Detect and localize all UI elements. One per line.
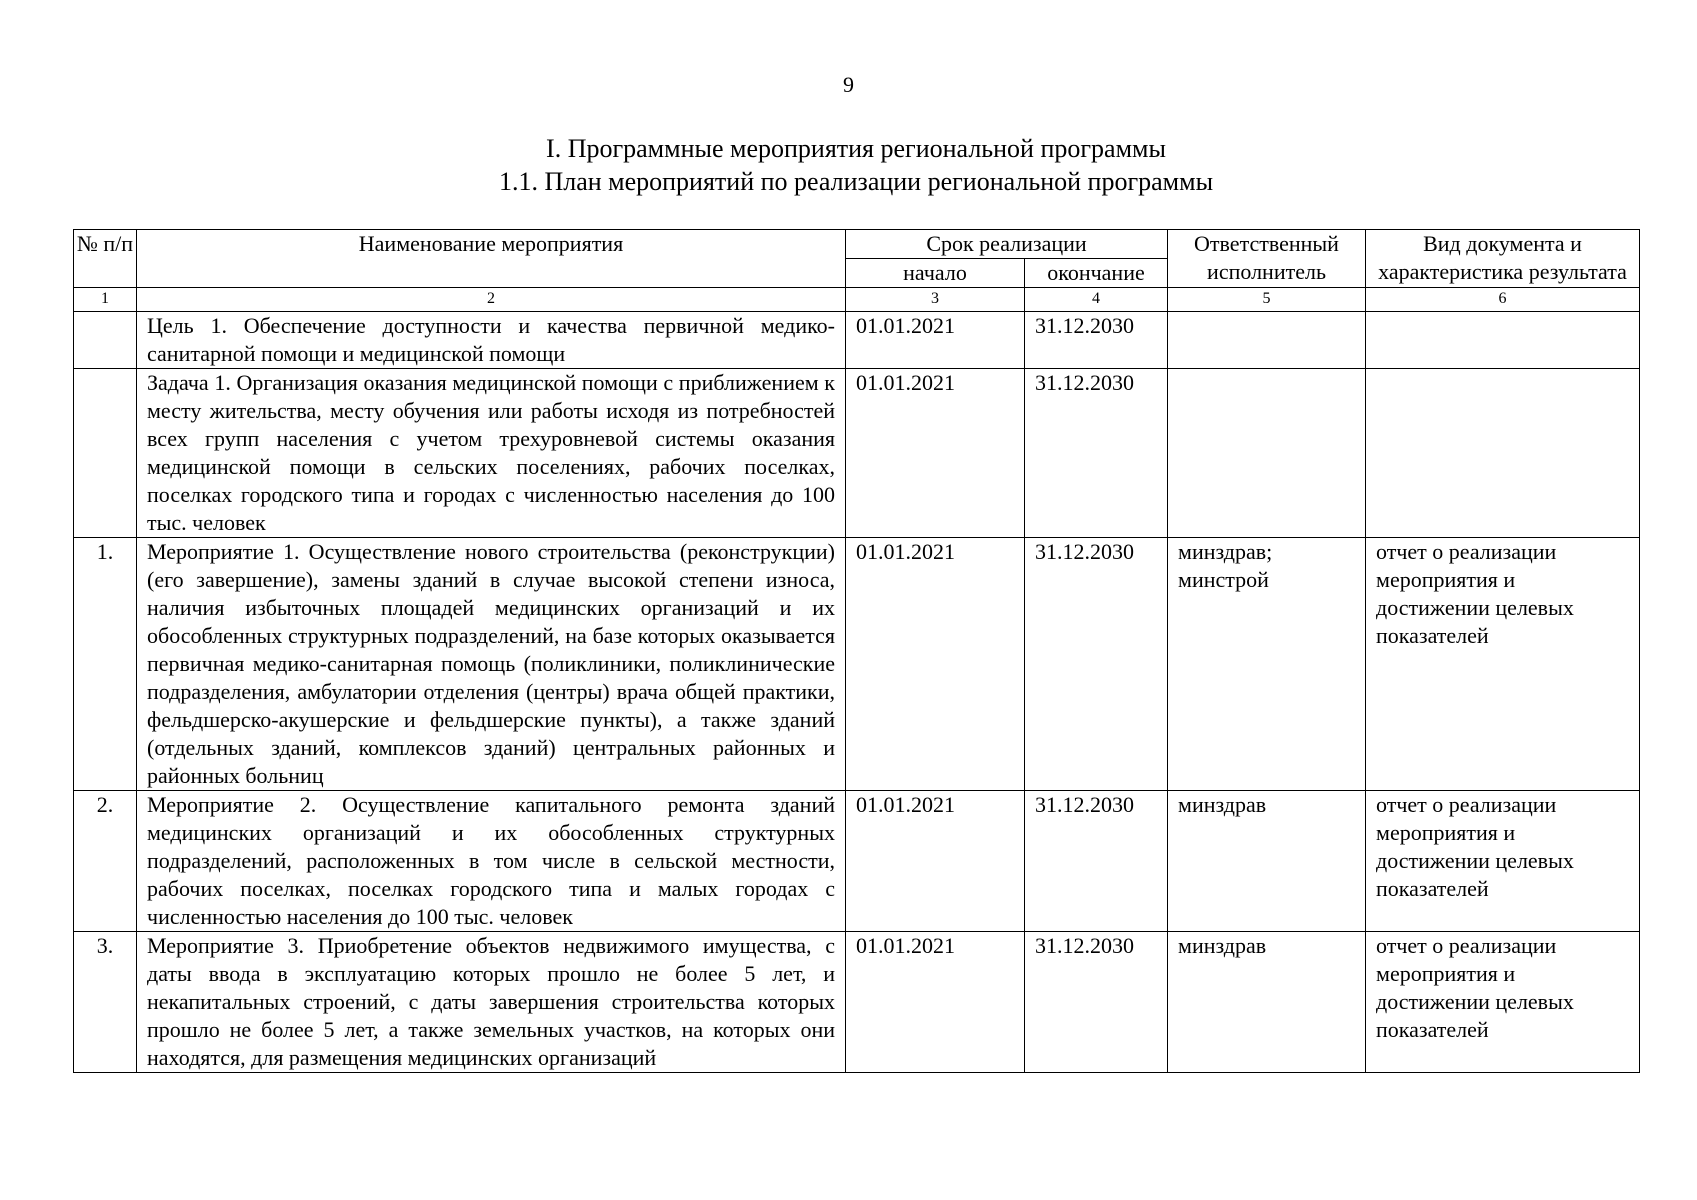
header-name: Наименование мероприятия — [137, 230, 846, 288]
column-number: 6 — [1366, 288, 1640, 312]
end-date: 31.12.2030 — [1025, 538, 1168, 791]
responsible-executor — [1168, 369, 1366, 538]
column-number: 5 — [1168, 288, 1366, 312]
section-title: I. Программные мероприятия региональной программы — [546, 134, 1166, 163]
start-date: 01.01.2021 — [846, 791, 1025, 932]
activity-name: Мероприятие 3. Приобретение объектов недвижимого имущества, с даты ввода в эксплуатацию которых прошло не более 5 лет, и некапитальных строений, с даты завершения строительства которых прошло не более 5 лет, а также земельных участков, на которых они находятся, для размещения медицинских организаций — [137, 932, 846, 1073]
start-date: 01.01.2021 — [846, 932, 1025, 1073]
page-number: 9 — [843, 72, 854, 97]
subsection-title: 1.1. План мероприятий по реализации региональной программы — [498, 167, 1214, 196]
header-start: начало — [846, 259, 1025, 288]
table-row — [74, 538, 1640, 791]
result-description: отчет о реализации мероприятия и достижении целевых показателей — [1366, 932, 1640, 1073]
activity-name: Мероприятие 2. Осуществление капитального ремонта зданий медицинских организаций и их обособленных структурных подразделений, расположенных в том числе в сельской местности, рабочих поселках, поселках городского типа и малых городах с численностью населения до 100 тыс. человек — [137, 791, 846, 932]
responsible-executor: минздрав; минстрой — [1168, 538, 1366, 791]
table-row — [74, 791, 1640, 932]
column-number: 3 — [846, 288, 1025, 312]
start-date: 01.01.2021 — [846, 312, 1025, 369]
header-responsible: Ответственный исполнитель — [1168, 230, 1366, 288]
header-num: № п/п — [74, 230, 137, 288]
column-number: 4 — [1025, 288, 1168, 312]
header-result: Вид документа и характеристика результата — [1366, 230, 1640, 288]
activities-plan-table — [73, 229, 1640, 1073]
responsible-executor: минздрав — [1168, 791, 1366, 932]
column-number: 2 — [137, 288, 846, 312]
result-description: отчет о реализации мероприятия и достижении целевых показателей — [1366, 538, 1640, 791]
activity-name: Цель 1. Обеспечение доступности и качества первичной медико-санитарной помощи и медицинской помощи — [137, 312, 846, 369]
header-period: Срок реализации — [846, 230, 1168, 259]
result-description: отчет о реализации мероприятия и достижении целевых показателей — [1366, 791, 1640, 932]
row-number: 1. — [74, 538, 137, 791]
table-row — [74, 932, 1640, 1073]
table-row — [74, 369, 1640, 538]
result-description — [1366, 369, 1640, 538]
result-description — [1366, 312, 1640, 369]
end-date: 31.12.2030 — [1025, 791, 1168, 932]
header-end: окончание — [1025, 259, 1168, 288]
row-number — [74, 312, 137, 369]
responsible-executor — [1168, 312, 1366, 369]
end-date: 31.12.2030 — [1025, 312, 1168, 369]
end-date: 31.12.2030 — [1025, 369, 1168, 538]
table-row — [74, 312, 1640, 369]
row-number: 2. — [74, 791, 137, 932]
end-date: 31.12.2030 — [1025, 932, 1168, 1073]
start-date: 01.01.2021 — [846, 369, 1025, 538]
activity-name: Задача 1. Организация оказания медицинской помощи с приближением к месту жительства, месту обучения или работы исходя из потребностей всех групп населения с учетом трехуровневой системы оказания медицинской помощи в сельских поселениях, рабочих поселках, поселках городского типа и городах с численностью населения до 100 тыс. человек — [137, 369, 846, 538]
start-date: 01.01.2021 — [846, 538, 1025, 791]
activity-name: Мероприятие 1. Осуществление нового строительства (реконструкции) (его завершение), замены зданий в случае высокой степени износа, наличия избыточных площадей медицинских организаций и их обособленных структурных подразделений, на базе которых оказывается первичная медико-санитарная помощь (поликлиники, поликлинические подразделения, амбулатории отделения (центры) врача общей практики, фельдшерско-акушерские и фельдшерские пункты), а также зданий (отдельных зданий, комплексов зданий) центральных районных и районных больниц — [137, 538, 846, 791]
column-number: 1 — [74, 288, 137, 312]
row-number: 3. — [74, 932, 137, 1073]
row-number — [74, 369, 137, 538]
responsible-executor: минздрав — [1168, 932, 1366, 1073]
document-title — [74, 132, 1638, 198]
